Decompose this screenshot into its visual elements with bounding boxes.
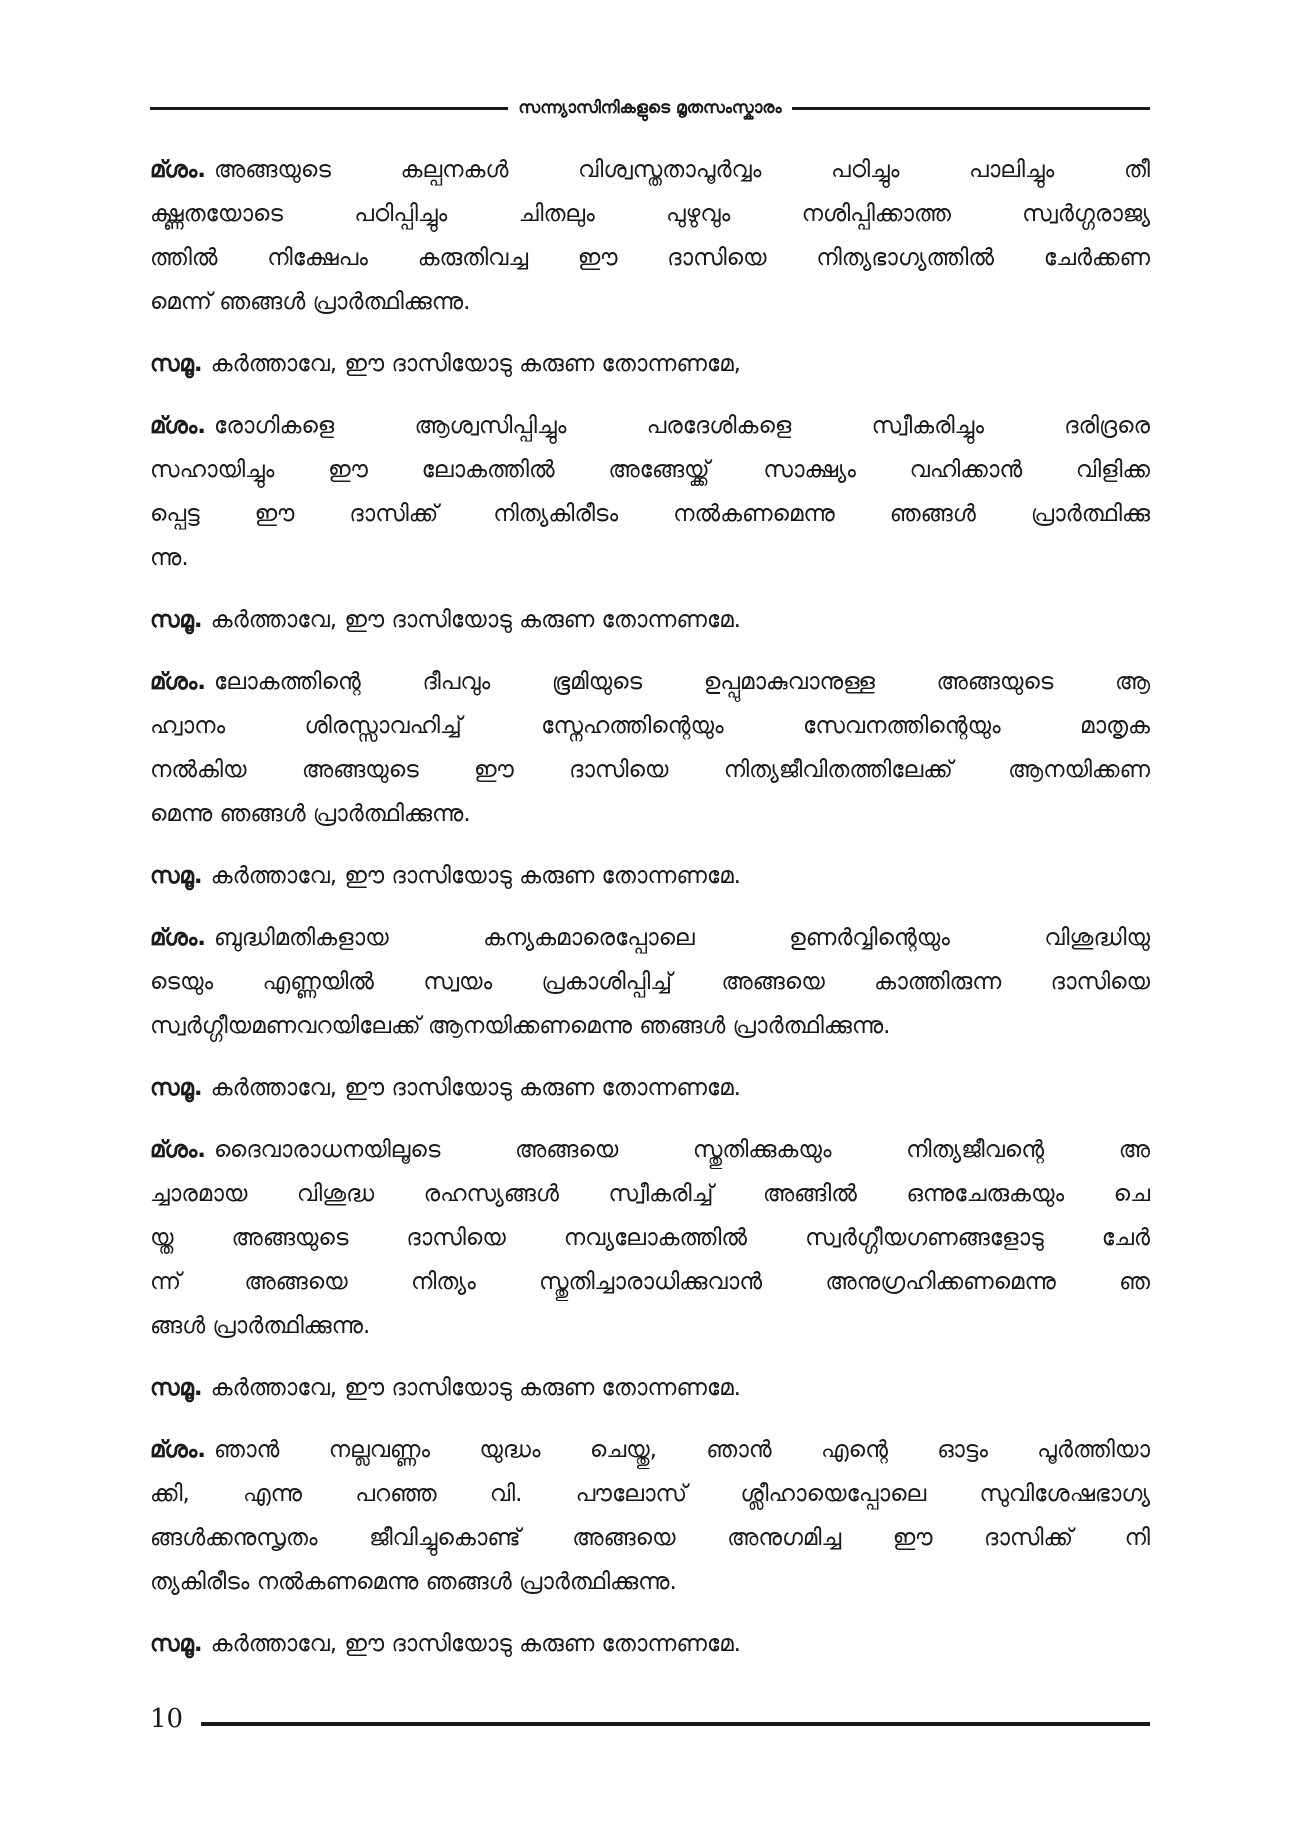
- text-line: [150, 536, 1150, 580]
- speaker-label: സമൂ.: [150, 1375, 203, 1401]
- line-text: നൽകിയ അങ്ങയുടെ ഈ ദാസിയെ നിത്യജീവിതത്തിലേക്ക് ആനയിക്കണ: [150, 757, 1150, 783]
- line-text: ടെയും എണ്ണയിൽ സ്വയം പ്രകാശിപ്പിച്ച് അങ്ങയെ കാത്തിരുന്ന ദാസിയെ: [150, 969, 1150, 995]
- speaker-label: മ്ശം.: [150, 925, 207, 951]
- text-line: [150, 448, 1150, 492]
- people-response: [150, 342, 1150, 386]
- speaker-label: മ്ശം.: [150, 413, 207, 439]
- text-line: [150, 704, 1150, 748]
- line-text: സഹായിച്ചും ഈ ലോകത്തിൽ അങ്ങേയ്ക്ക് സാക്ഷ്യം വഹിക്കാൻ വിളിക്ക: [150, 457, 1150, 483]
- running-header: [150, 96, 1150, 120]
- people-response: [150, 1622, 1150, 1666]
- line-text: മെന്നു ഞങ്ങൾ പ്രാർത്ഥിക്കുന്നു.: [150, 801, 471, 827]
- priest-verse: [150, 148, 1150, 324]
- priest-verse: [150, 1128, 1150, 1348]
- header-rule-right: [792, 107, 1150, 110]
- header-rule-left: [150, 107, 508, 110]
- line-text: ത്യകിരീടം നൽകണമെന്നു ഞങ്ങൾ പ്രാർത്ഥിക്കുന്നു.: [150, 1569, 677, 1595]
- line-text: ങ്ങൾക്കനുസൃതം ജീവിച്ചുകൊണ്ട് അങ്ങയെ അനുഗമിച്ച ഈ ദാസിക്ക് നി: [150, 1525, 1150, 1551]
- line-text: കർത്താവേ, ഈ ദാസിയോടു കരുണ തോന്നണമേ,: [210, 351, 741, 377]
- line-text: അങ്ങയുടെ കല്പനകൾ വിശ്വസ്തതാപൂർവ്വം പഠിച്ചും പാലിച്ചും തീ: [214, 157, 1150, 183]
- people-response: [150, 1366, 1150, 1410]
- text-line: [150, 236, 1150, 280]
- line-text: കർത്താവേ, ഈ ദാസിയോടു കരുണ തോന്നണമേ.: [210, 1631, 741, 1657]
- line-text: ഹ്വാനം ശിരസ്സാവഹിച്ച് സ്നേഹത്തിന്റെയും സേവനത്തിന്റെയും മാതൃക: [150, 713, 1150, 739]
- line-text: കർത്താവേ, ഈ ദാസിയോടു കരുണ തോന്നണമേ.: [210, 863, 741, 889]
- text-line: [150, 404, 1150, 448]
- speaker-label: സമൂ.: [150, 351, 203, 377]
- speaker-label: സമൂ.: [150, 863, 203, 889]
- priest-verse: [150, 660, 1150, 836]
- line-text: ക്ഷ്ണതയോടെ പഠിപ്പിച്ചും ചിതലും പുഴുവും നശിപ്പിക്കാത്ത സ്വർഗ്ഗരാജ്യ: [150, 201, 1150, 227]
- text-line: [150, 280, 1150, 324]
- text-line: [150, 598, 1150, 642]
- text-line: [150, 1004, 1150, 1048]
- line-text: യ്ത അങ്ങയുടെ ദാസിയെ നവ്യലോകത്തിൽ സ്വർഗ്ഗീയഗണങ്ങളോടു ചേർ: [150, 1225, 1150, 1251]
- line-text: ദൈവാരാധനയിലൂടെ അങ്ങയെ സ്തുതിക്കുകയും നിത്യജീവന്റെ അ: [214, 1137, 1150, 1163]
- text-line: [150, 1216, 1150, 1260]
- line-text: ത്തിൽ നിക്ഷേപം കരുതിവച്ച ഈ ദാസിയെ നിത്യഭാഗ്യത്തിൽ ചേർക്കണ: [150, 245, 1150, 271]
- page-body: [150, 148, 1150, 1684]
- line-text: ങ്ങൾ പ്രാർത്ഥിക്കുന്നു.: [150, 1313, 371, 1339]
- people-response: [150, 1066, 1150, 1110]
- text-line: [150, 854, 1150, 898]
- priest-verse: [150, 1428, 1150, 1604]
- text-line: [150, 492, 1150, 536]
- text-line: [150, 1622, 1150, 1666]
- text-line: [150, 660, 1150, 704]
- text-line: [150, 1560, 1150, 1604]
- line-text: രോഗികളെ ആശ്വസിപ്പിച്ചും പരദേശികളെ സ്വീകരിച്ചും ദരിദ്രരെ: [214, 413, 1150, 439]
- speaker-label: മ്ശം.: [150, 1437, 207, 1463]
- line-text: ഞാൻ നല്ലവണ്ണം യുദ്ധം ചെയ്തു, ഞാൻ എന്റെ ഓട്ടം പൂർത്തിയാ: [214, 1437, 1150, 1463]
- speaker-label: മ്ശം.: [150, 1137, 207, 1163]
- text-line: [150, 1260, 1150, 1304]
- line-text: ബുദ്ധിമതികളായ കന്യകമാരെപ്പോലെ ഉണർവ്വിന്റെയും വിശുദ്ധിയു: [214, 925, 1150, 951]
- text-line: [150, 1516, 1150, 1560]
- text-line: [150, 792, 1150, 836]
- text-line: [150, 916, 1150, 960]
- priest-verse: [150, 916, 1150, 1048]
- line-text: പ്പെട്ട ഈ ദാസിക്ക് നിത്യകിരീടം നൽകണമെന്നു ഞങ്ങൾ പ്രാർത്ഥിക്കു: [150, 501, 1150, 527]
- speaker-label: സമൂ.: [150, 1075, 203, 1101]
- page-number: 10: [150, 1704, 184, 1734]
- text-line: [150, 1128, 1150, 1172]
- line-text: കർത്താവേ, ഈ ദാസിയോടു കരുണ തോന്നണമേ.: [210, 1075, 741, 1101]
- text-line: [150, 1172, 1150, 1216]
- text-line: [150, 148, 1150, 192]
- line-text: മെന്ന് ഞങ്ങൾ പ്രാർത്ഥിക്കുന്നു.: [150, 289, 471, 315]
- text-line: [150, 748, 1150, 792]
- line-text: ച്ചാരമായ വിശുദ്ധ രഹസ്യങ്ങൾ സ്വീകരിച്ച് അങ്ങിൽ ഒന്നുചേരുകയും ചെ: [150, 1181, 1150, 1207]
- text-line: [150, 1366, 1150, 1410]
- text-line: [150, 1428, 1150, 1472]
- text-line: [150, 960, 1150, 1004]
- text-line: [150, 342, 1150, 386]
- line-text: ന്നു.: [150, 545, 189, 571]
- text-line: [150, 1304, 1150, 1348]
- speaker-label: മ്ശം.: [150, 669, 207, 695]
- text-line: [150, 1472, 1150, 1516]
- line-text: ലോകത്തിന്റെ ദീപവും ഭൂമിയുടെ ഉപ്പുമാകുവാനുള്ള അങ്ങയുടെ ആ: [214, 669, 1150, 695]
- line-text: ന്ന് അങ്ങയെ നിത്യം സ്തുതിച്ചാരാധിക്കുവാൻ അനുഗ്രഹിക്കണമെന്നു ഞ: [150, 1269, 1150, 1295]
- text-line: [150, 192, 1150, 236]
- speaker-label: സമൂ.: [150, 1631, 203, 1657]
- speaker-label: സമൂ.: [150, 607, 203, 633]
- speaker-label: മ്ശം.: [150, 157, 207, 183]
- footer-rule: [201, 1722, 1150, 1726]
- header-title: സന്ന്യാസിനികളുടെ മൃതസംസ്കാരം: [518, 98, 782, 118]
- text-line: [150, 1066, 1150, 1110]
- line-text: കർത്താവേ, ഈ ദാസിയോടു കരുണ തോന്നണമേ.: [210, 1375, 741, 1401]
- line-text: കർത്താവേ, ഈ ദാസിയോടു കരുണ തോന്നണമേ.: [210, 607, 741, 633]
- priest-verse: [150, 404, 1150, 580]
- people-response: [150, 854, 1150, 898]
- line-text: സ്വർഗ്ഗീയമണവറയിലേക്ക് ആനയിക്കണമെന്നു ഞങ്ങൾ പ്രാർത്ഥിക്കുന്നു.: [150, 1013, 891, 1039]
- page-footer: [150, 1704, 1150, 1734]
- people-response: [150, 598, 1150, 642]
- line-text: ക്കി, എന്നു പറഞ്ഞ വി. പൗലോസ് ശ്ലീഹായെപ്പോലെ സുവിശേഷഭാഗ്യ: [150, 1481, 1150, 1507]
